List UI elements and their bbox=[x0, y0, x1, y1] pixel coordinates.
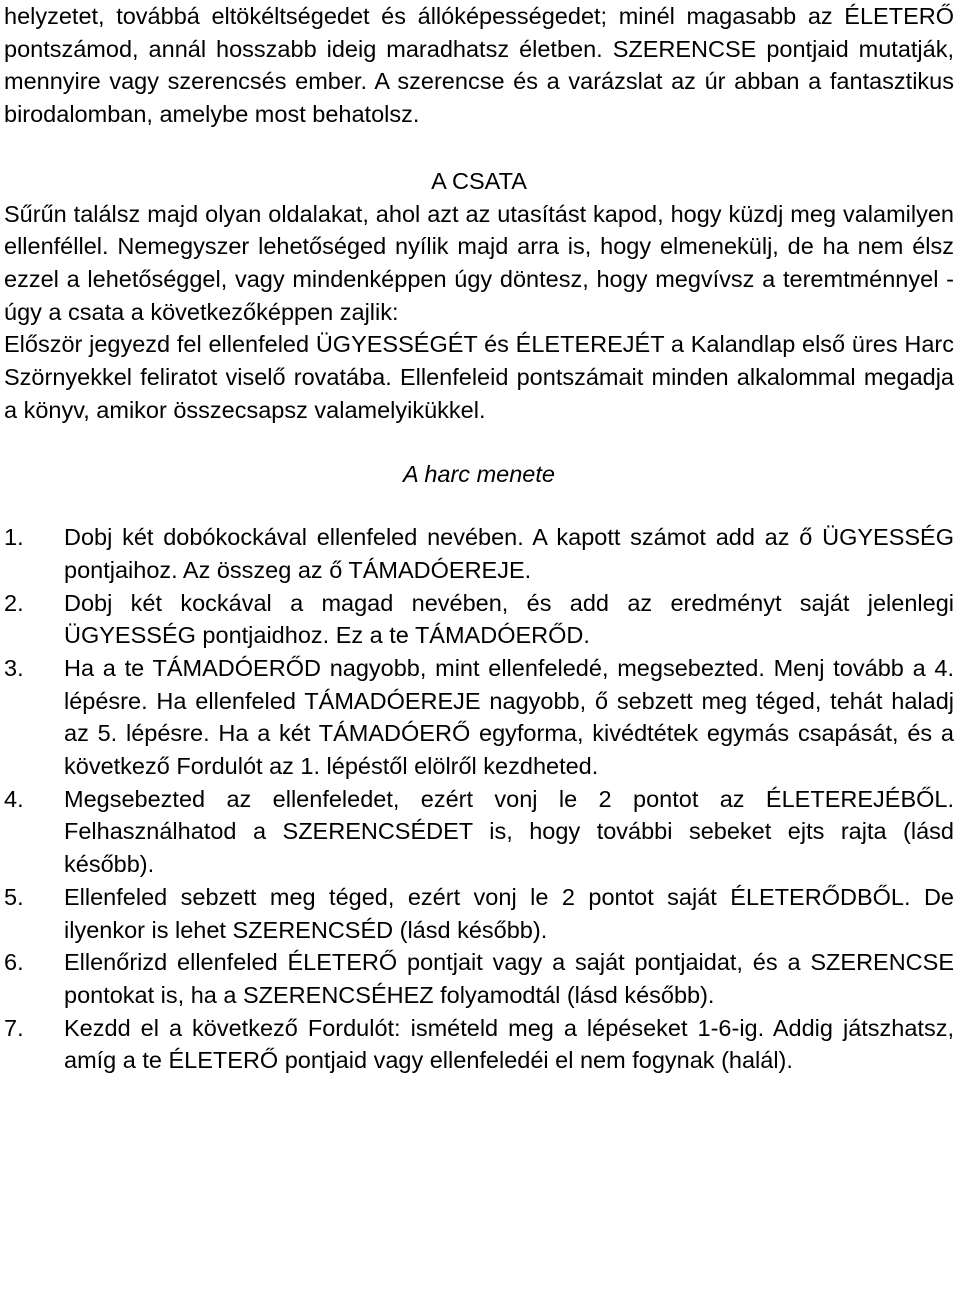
step-text: Kezdd el a következő Fordulót: ismételd meg a lépéseket 1-6-ig. Addig játszhatsz, amíg a te ÉLETERŐ pontjaid vagy ellenfeledéi el nem fogynak (halál). bbox=[64, 1014, 954, 1074]
battle-heading: A CSATA bbox=[431, 167, 527, 194]
step-number: 6. bbox=[4, 949, 24, 976]
combat-step bbox=[4, 521, 954, 586]
step-number: 2. bbox=[4, 589, 24, 616]
combat-step bbox=[4, 1012, 954, 1077]
step-text: Ellenfeled sebzett meg téged, ezért vonj le 2 pontot saját ÉLETERŐDBŐL. De ilyenkor is lehet SZERENCSÉD (lásd később). bbox=[64, 883, 954, 943]
combat-step bbox=[4, 652, 954, 783]
step-text: Dobj két kockával a magad nevében, és add az eredményt saját jelenlegi ÜGYESSÉG pontjaidhoz. Ez a te TÁMADÓERŐD. bbox=[64, 589, 954, 649]
step-text: Ellenőrizd ellenfeled ÉLETERŐ pontjait vagy a saját pontjaidat, és a SZERENCSE pontokat is, ha a SZERENCSÉHEZ folyamodtál (lásd később). bbox=[64, 949, 954, 1008]
step-number: 1. bbox=[4, 524, 24, 551]
combat-step bbox=[4, 881, 954, 946]
step-number: 4. bbox=[4, 785, 24, 812]
combat-heading: A harc menete bbox=[403, 461, 555, 488]
step-number: 7. bbox=[4, 1014, 24, 1041]
document-page bbox=[4, 0, 954, 1077]
step-text: Dobj két dobókockával ellenfeled nevében. A kapott számot add az ő ÜGYESSÉG pontjaihoz. Az összeg az ő TÁMADÓEREJE. bbox=[64, 524, 954, 583]
combat-step bbox=[4, 783, 954, 881]
intro-paragraph: helyzetet, továbbá eltökéltségedet és állóképességedet; minél magasabb az ÉLETERŐ pontszámod, annál hosszabb ideig maradhatsz életben. SZERENCSE pontjaid mutatják, mennyire vagy szerencsés ember. A szerencse és a varázslat az úr abban a fantasztikus birodalomban, amelybe most behatolsz. bbox=[4, 3, 954, 128]
spacer bbox=[4, 131, 954, 165]
combat-step bbox=[4, 946, 954, 1011]
step-number: 3. bbox=[4, 654, 24, 681]
step-text: Megsebezted az ellenfeledet, ezért vonj le 2 pontot az ÉLETEREJÉBŐL. Felhasználhatod a SZERENCSÉDET is, hogy további sebeket ejts rajta (lásd később). bbox=[64, 785, 954, 878]
step-text: Ha a te TÁMADÓERŐD nagyobb, mint ellenfeledé, megsebezted. Menj tovább a 4. lépésre. Ha ellenfeled TÁMADÓEREJE nagyobb, ő sebzett meg téged, tehát haladj az 5. lépésre. Ha a két TÁMADÓERŐ egyforma, kivédtétek egymás csapását, és a következő Fordulót az 1. lépéstől elölről kezdheted. bbox=[64, 654, 954, 780]
step-number: 5. bbox=[4, 883, 24, 910]
battle-paragraph-1: Sűrűn találsz majd olyan oldalakat, ahol azt az utasítást kapod, hogy küzdj meg valamilyen ellenféllel. Nemegyszer lehetőséged nyílik majd arra is, hogy elmenekülj, de ha nem élsz ezzel a lehetőséggel, vagy mindenképpen úgy döntesz, hogy megvívsz a teremtménnyel - úgy a csata a következőképpen zajlik: bbox=[4, 200, 954, 325]
combat-step bbox=[4, 587, 954, 652]
battle-paragraph-2: Először jegyezd fel ellenfeled ÜGYESSÉGÉT és ÉLETEREJÉT a Kalandlap első üres Harc Szörnyekkel feliratot viselő rovatába. Ellenfeleid pontszámait minden alkalommal megadja a könyv, amikor összecsapsz valamelyikükkel. bbox=[4, 331, 954, 423]
combat-steps-list bbox=[4, 521, 954, 1077]
spacer bbox=[4, 491, 954, 521]
spacer bbox=[4, 426, 954, 458]
